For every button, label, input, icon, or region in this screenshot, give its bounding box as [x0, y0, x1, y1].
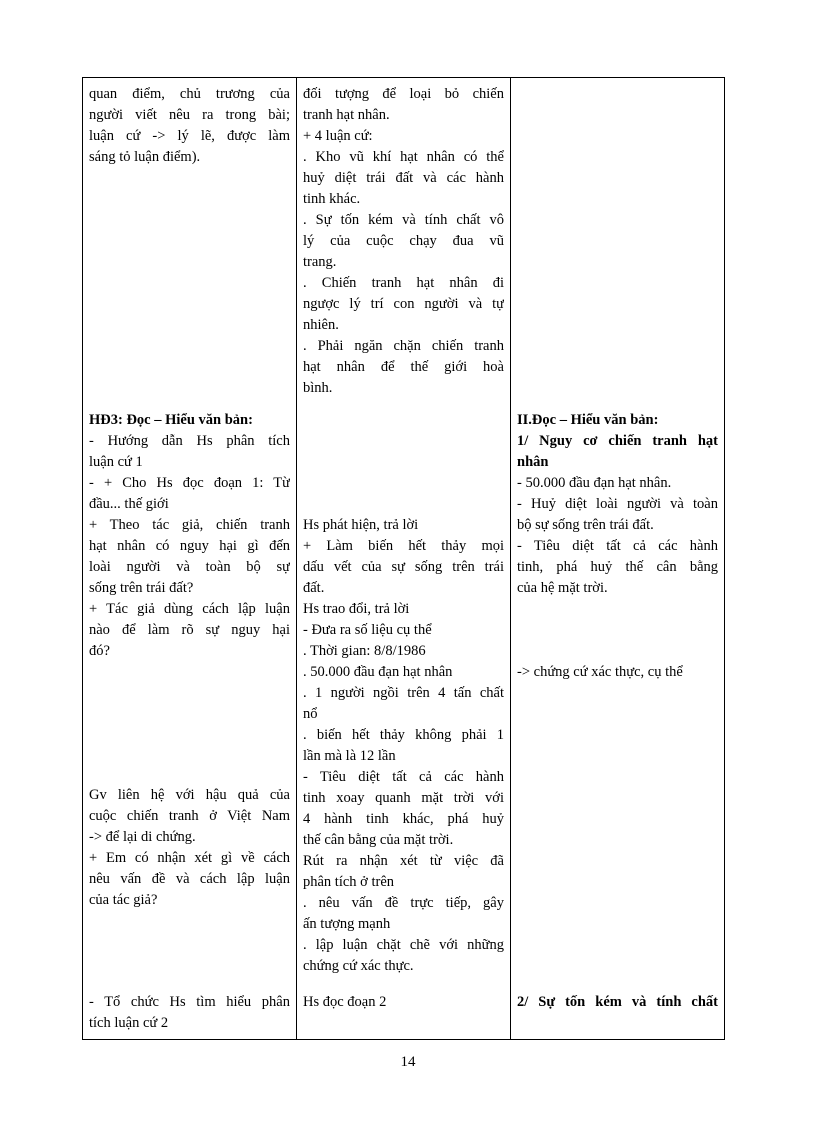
col2-line: + Làm biến hết thảy mọi [303, 538, 504, 554]
col1-line: loài người và toàn bộ sự [89, 559, 290, 575]
col2-line: Rút ra nhận xét từ việc đã [303, 853, 504, 869]
col1-line: người viết nêu ra trong bài; [89, 107, 290, 123]
col1-line: tích luận cứ 2 [89, 1015, 169, 1031]
col3-line: của hệ mặt trời. [517, 580, 608, 596]
col1-line: + Tác giả dùng cách lập luận [89, 601, 290, 617]
col1-line: HĐ3: Đọc – Hiểu văn bản: [89, 412, 253, 428]
col2-line: Hs đọc đoạn 2 [303, 994, 387, 1010]
col2-line: . 1 người ngồi trên 4 tấn chất [303, 685, 504, 701]
lesson-table [82, 77, 725, 1040]
col2-line: dấu vết của sự sống trên trái [303, 559, 504, 575]
col3-line: tinh, phá huỷ thế cân bằng [517, 559, 718, 575]
col2-line: tinh xoay quanh mặt trời với [303, 790, 504, 806]
col2-line: . biến hết thảy không phải 1 [303, 727, 504, 743]
col2-line: - Đưa ra số liệu cụ thể [303, 622, 432, 638]
col2-line: đối tượng để loại bỏ chiến [303, 86, 504, 102]
col3-line: - 50.000 đầu đạn hạt nhân. [517, 475, 672, 491]
col2-line: tranh hạt nhân. [303, 107, 390, 123]
col3-line: bộ sự sống trên trái đất. [517, 517, 654, 533]
col1-line: đó? [89, 643, 110, 659]
col2-line: ấn tượng mạnh [303, 916, 391, 932]
col1-line: - Hướng dẫn Hs phân tích [89, 433, 290, 449]
col1-line: hạt nhân có nguy hại gì đến [89, 538, 290, 554]
col2-line: nhiên. [303, 317, 339, 333]
col2-line: lần mà là 12 lần [303, 748, 396, 764]
col2-line: . Phải ngăn chặn chiến tranh [303, 338, 504, 354]
col2-line: . Chiến tranh hạt nhân đi [303, 275, 504, 291]
col2-line: trang. [303, 254, 337, 270]
content-column [511, 78, 724, 1039]
col2-line: . Sự tốn kém và tính chất vô [303, 212, 504, 228]
col2-line: huỷ diệt trái đất và các hành [303, 170, 504, 186]
col2-line: nổ [303, 706, 318, 722]
col2-line: - Tiêu diệt tất cả các hành [303, 769, 504, 785]
col2-line: lý của cuộc chạy đua vũ [303, 233, 504, 249]
col1-line: - Tổ chức Hs tìm hiểu phân [89, 994, 290, 1010]
col1-line: sống trên trái đất? [89, 580, 194, 596]
col1-line: -> để lại di chứng. [89, 829, 196, 845]
col3-line: - Huỷ diệt loài người và toàn [517, 496, 718, 512]
col2-line: hạt nhân để thế giới hoà [303, 359, 504, 375]
col1-line: luận cứ 1 [89, 454, 143, 470]
col1-line: luận cứ -> lý lẽ, được làm [89, 128, 290, 144]
col3-line: II.Đọc – Hiểu văn bản: [517, 412, 659, 428]
col2-line: . Kho vũ khí hạt nhân có thể [303, 149, 504, 165]
col2-line: . lập luận chặt chẽ với những [303, 937, 504, 953]
student-activity-column [297, 78, 511, 1039]
col2-line: thế cân bằng của mặt trời. [303, 832, 454, 848]
col1-line: - + Cho Hs đọc đoạn 1: Từ [89, 475, 290, 491]
col1-line: quan điểm, chủ trương của [89, 86, 290, 102]
col2-line: ngược lý trí con người và tự [303, 296, 504, 312]
page-number: 14 [400, 1054, 416, 1070]
col3-line: 1/ Nguy cơ chiến tranh hạt [517, 433, 718, 449]
col2-line: + 4 luận cứ: [303, 128, 373, 144]
col2-line: đất. [303, 580, 325, 596]
col1-line: Gv liên hệ với hậu quả của [89, 787, 290, 803]
col2-line: tinh khác. [303, 191, 361, 207]
col1-line: nêu vấn đề và cách lập luận [89, 871, 290, 887]
col1-line: của tác giả? [89, 892, 158, 908]
col2-line: phân tích ở trên [303, 874, 395, 890]
col1-line: đầu... thế giới [89, 496, 169, 512]
col3-line: 2/ Sự tốn kém và tính chất [517, 994, 718, 1010]
col3-line: nhân [517, 454, 549, 470]
col1-line: cuộc chiến tranh ở Việt Nam [89, 808, 290, 824]
col2-line: . nêu vấn đề trực tiếp, gây [303, 895, 504, 911]
col2-line: Hs phát hiện, trả lời [303, 517, 419, 533]
col1-line: + Theo tác giả, chiến tranh [89, 517, 290, 533]
col3-line: - Tiêu diệt tất cả các hành [517, 538, 718, 554]
col1-line: sáng tỏ luận điểm). [89, 149, 201, 165]
col2-line: . 50.000 đầu đạn hạt nhân [303, 664, 453, 680]
col2-line: Hs trao đổi, trả lời [303, 601, 410, 617]
col2-line: 4 hành tinh khác, phá huỷ [303, 811, 504, 827]
col1-line: + Em có nhận xét gì về cách [89, 850, 290, 866]
col2-line: bình. [303, 380, 333, 396]
col3-line: -> chứng cứ xác thực, cụ thể [517, 664, 683, 680]
teacher-activity-column [83, 78, 297, 1039]
col2-line: chứng cứ xác thực. [303, 958, 414, 974]
col2-line: . Thời gian: 8/8/1986 [303, 643, 426, 659]
col1-line: nào để làm rõ sự nguy hại [89, 622, 290, 638]
